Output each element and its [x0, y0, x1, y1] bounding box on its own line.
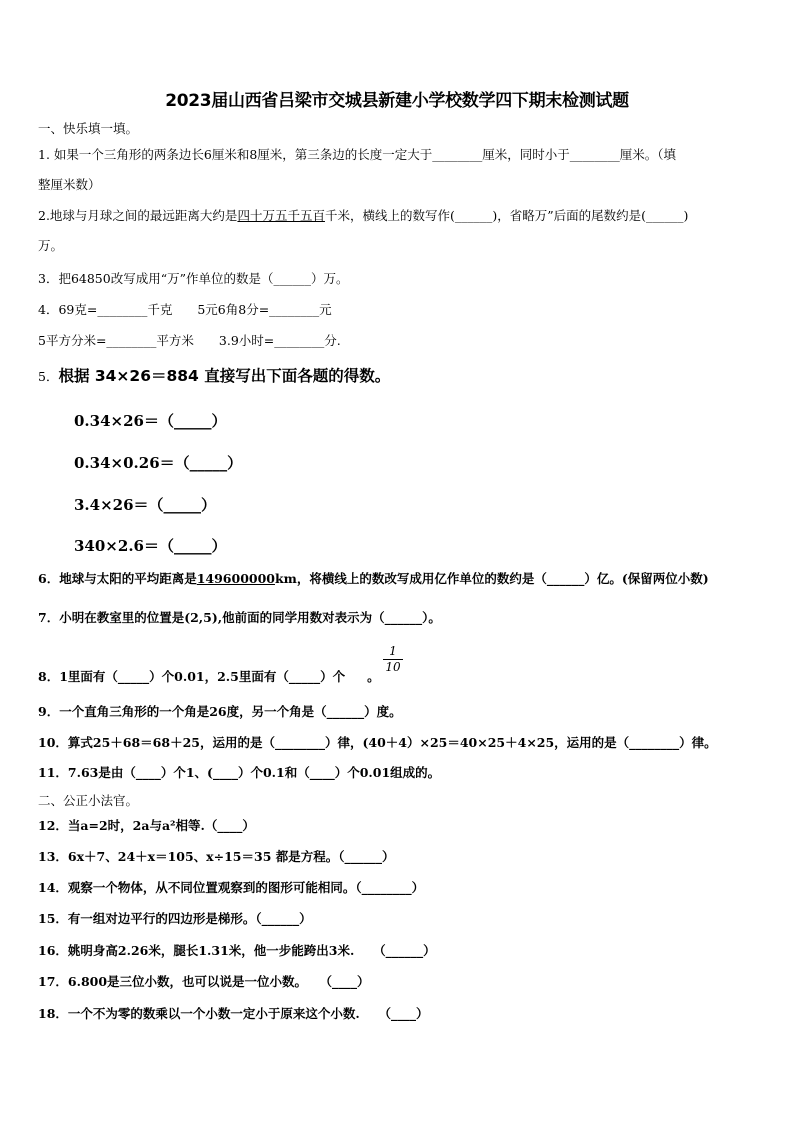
question-14: 14．观察一个物体，从不同位置观察到的图形可能相同。（________） — [38, 880, 425, 895]
question-4-line-1: 4．69克=________千克 5元6角8分=________元 — [38, 302, 332, 317]
fraction-numerator: 1 — [383, 645, 403, 660]
question-11: 11．7.63是由（____）个1、(____）个0.1和（____）个0.01组成的。 — [38, 765, 441, 780]
section-1-heading: 一、快乐填一填。 — [38, 121, 139, 136]
page-title: 2023届山西省吕梁市交城县新建小学校数学四下期末检测试题 — [165, 91, 629, 111]
question-16: 16．姚明身高2.26米，腿长1.31米，他一步能跨出3米. （______） — [38, 943, 436, 958]
question-1-line-2: 整厘米数） — [38, 177, 101, 192]
question-2-underlined: 四十万五千五百 — [237, 208, 325, 223]
question-3: 3．把64850改写成用“万”作单位的数是（______）万。 — [38, 271, 349, 286]
question-5-item: 340×2.6＝（_____） — [74, 537, 227, 555]
question-5-item: 0.34×26＝（_____） — [74, 412, 227, 430]
question-17: 17．6.800是三位小数，也可以说是一位小数。 （____） — [38, 974, 370, 989]
question-5-item: 3.4×26＝（_____） — [74, 496, 217, 514]
question-2-post: 千米，横线上的数写作(______)，省略万”后面的尾数约是(______) — [324, 208, 689, 223]
question-5 — [38, 368, 390, 385]
question-18: 18．一个不为零的数乘以一个小数一定小于原来这个小数. （____） — [38, 1006, 429, 1021]
question-10: 10．算式25＋68＝68＋25，运用的是（________）律，(40＋4）×25＝40×25＋4×25，运用的是（________）律。 — [38, 735, 717, 750]
question-2-pre: 2.地球与月球之间的最远距离大约是 — [38, 208, 238, 223]
question-6-underlined: 149600000 — [196, 571, 275, 586]
section-2-heading: 二、公正小法官。 — [38, 793, 139, 808]
fraction-denominator: 10 — [385, 660, 401, 674]
question-12: 12．当a=2时，2a与a²相等.（____） — [38, 818, 255, 833]
question-9: 9．一个直角三角形的一个角是26度，另一个角是（______）度。 — [38, 704, 402, 719]
question-13: 13．6x＋7、24＋x＝105、x÷15＝35 都是方程。（______） — [38, 849, 395, 864]
question-6-pre: 6．地球与太阳的平均距离是 — [38, 571, 197, 586]
question-2-line-1 — [38, 208, 688, 224]
fraction-one-tenth — [383, 645, 403, 674]
question-5-text: 根据 34×26＝884 直接写出下面各题的得数。 — [58, 367, 391, 385]
question-7: 7．小明在教室里的位置是(2,5),他前面的同学用数对表示为（______）。 — [38, 610, 441, 625]
question-8-text: 8．1里面有（_____）个0.01，2.5里面有（_____）个 — [38, 669, 346, 684]
question-4-line-2: 5平方分米=________平方米 3.9小时=________分. — [38, 333, 341, 348]
question-6-post: km，将横线上的数改写成用亿作单位的数约是（______）亿。(保留两位小数) — [274, 571, 709, 586]
question-15: 15．有一组对边平行的四边形是梯形。（______） — [38, 911, 312, 926]
question-5-item: 0.34×0.26＝（_____） — [74, 454, 243, 472]
question-6 — [38, 571, 709, 587]
question-8 — [38, 669, 380, 685]
question-8-tail: 。 — [367, 669, 380, 684]
question-2-line-2: 万。 — [38, 238, 64, 253]
question-5-number: 5． — [38, 369, 59, 384]
question-1-line-1: 1. 如果一个三角形的两条边长6厘米和8厘米，第三条边的长度一定大于________厘米，同时小于________厘米。（填 — [38, 147, 677, 162]
